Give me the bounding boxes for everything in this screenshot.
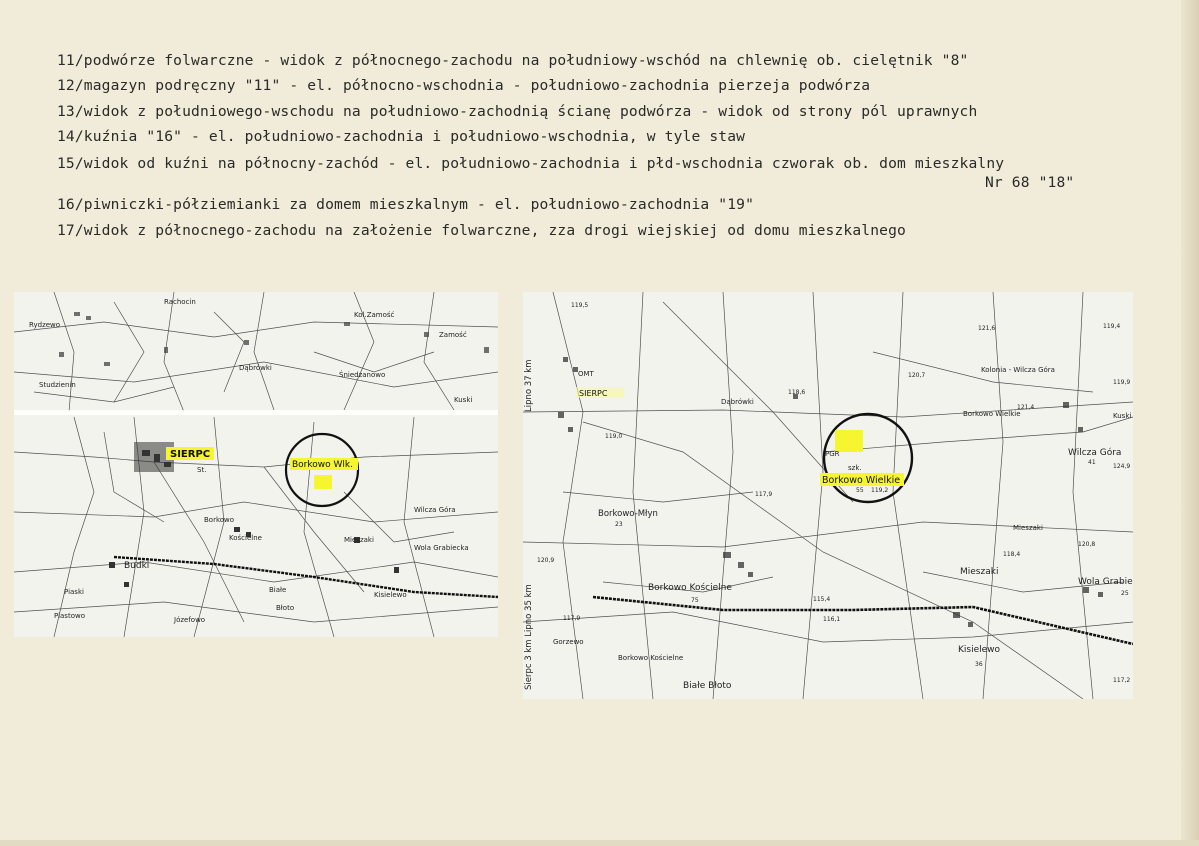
label-borkowo-mlyn: Borkowo-Młyn xyxy=(598,509,658,519)
elev-119-2: 119,2 xyxy=(871,487,889,494)
label-mieszaki: Mieszaki xyxy=(344,536,374,544)
label-jozefowo: Józefowo xyxy=(174,616,206,624)
elev-41: 41 xyxy=(1088,459,1096,466)
label-szk: szk. xyxy=(848,464,862,472)
label-omt: OMT xyxy=(578,370,594,378)
elev-117-9b: 117,9 xyxy=(563,615,581,622)
map-left-borkowo-label: Borkowo Wlk. xyxy=(292,460,353,470)
caption-line-13: 13/widok z południowego-wschodu na południowo-zachodnią ścianę podwórza - widok od strony pól uprawnych xyxy=(57,103,978,120)
label-zamosc: Zamość xyxy=(439,331,467,339)
label-piaski: Piaski xyxy=(64,588,84,596)
elev-117-9: 117,9 xyxy=(755,491,773,498)
elev-116-1: 116,1 xyxy=(823,616,841,623)
label-kuski: Kuski xyxy=(454,396,473,404)
caption-line-12: 12/magazyn podręczny "11" - el. północno-wschodnia - południowo-zachodnia pierzeja podwórza xyxy=(57,77,871,94)
label-kisielewo: Kisielewo xyxy=(958,645,1001,655)
label-rachocin: Rachocin xyxy=(164,298,196,306)
label-blota: Błoto xyxy=(276,604,295,612)
elev-119-5: 119,5 xyxy=(571,302,589,309)
label-studzienin: Studzienin xyxy=(39,381,76,389)
label-borkowo-koscielne-small: Borkowo Kościelne xyxy=(618,654,684,662)
label-kuski: Kuski xyxy=(1113,412,1132,420)
caption-line-17: 17/widok z północnego-zachodu na założenie folwarczne, zza drogi wiejskiej od domu mieszkalnego xyxy=(57,222,906,239)
side-label-lipno-37: Lipno 37 km xyxy=(524,359,534,412)
label-wilcza-gora: Wilcza Góra xyxy=(1068,448,1122,458)
caption-line-15-continuation: Nr 68 "18" xyxy=(985,174,1075,191)
label-mieszaki: Mieszaki xyxy=(1013,524,1043,532)
label-kolonia-wilcza-gora: Kolonia - Wilcza Góra xyxy=(981,366,1055,374)
map-right-graphic xyxy=(523,292,1133,699)
label-piastowo: Piastowo xyxy=(54,612,85,620)
label-koscielne: Kościelne xyxy=(229,534,262,542)
typed-caption-list xyxy=(0,0,1199,260)
caption-line-16: 16/piwniczki-półziemianki za domem mieszkalnym - el. południowo-zachodnia "19" xyxy=(57,196,755,213)
elev-117-2: 117,2 xyxy=(1113,677,1131,684)
label-gorzewo: Gorzewo xyxy=(553,638,584,646)
label-wilcza-gora: Wilcza Góra xyxy=(414,506,456,514)
elev-115-4: 115,4 xyxy=(813,596,831,603)
label-wola-grabiecka: Wola Grabiecka xyxy=(414,544,469,552)
label-pgr: PGR xyxy=(825,450,840,458)
elev-119-9: 119,9 xyxy=(1113,379,1131,386)
elev-119-0: 119,0 xyxy=(605,433,623,440)
elev-120-7: 120,7 xyxy=(908,372,926,379)
side-label-sierpc-lipno: Sierpc 3 km Lipno 35 km xyxy=(524,584,534,690)
caption-line-14: 14/kuźnia "16" - el. południowo-zachodnia i południowo-wschodnia, w tyle staw xyxy=(57,128,746,145)
caption-line-15: 15/widok od kuźni na północny-zachód - el. południowo-zachodnia i płd-wschodnia czworak ob. dom mieszkalny xyxy=(57,155,1005,172)
elev-25: 25 xyxy=(1121,590,1129,597)
caption-line-11: 11/podwórze folwarczne - widok z północnego-zachodu na południowy-wschód na chlewnię ob. cielętnik "8" xyxy=(57,52,969,69)
label-sniedzanowo: Śniedzanowo xyxy=(339,371,386,379)
elev-36: 36 xyxy=(975,661,983,668)
map-left-overview xyxy=(14,292,498,637)
map-left-graphic xyxy=(14,292,498,637)
elev-23: 23 xyxy=(615,521,623,528)
elev-120-9: 120,9 xyxy=(537,557,555,564)
map-right-borkowo-label: Borkowo Wielkie xyxy=(822,475,901,486)
map-left-sierpc-label: SIERPC xyxy=(170,449,211,460)
label-dabrowki: Dąbrówki xyxy=(721,398,754,406)
label-dabrowki: Dąbrówki xyxy=(239,364,272,372)
label-borkowo-wielkie-small: Borkowo Wielkie xyxy=(963,410,1021,418)
label-wola-grabie: Wola Grabie xyxy=(1078,577,1133,587)
label-borkowo: Borkowo xyxy=(204,516,235,524)
label-kisielewo: Kisielewo xyxy=(374,591,407,599)
label-biale: Białe xyxy=(269,586,287,594)
elev-119-4: 119,4 xyxy=(1103,323,1121,330)
label-mieszaki-2: Mieszaki xyxy=(960,567,999,577)
label-rydzewo: Rydzewo xyxy=(29,321,61,329)
label-biale-bloto: Białe Błoto xyxy=(683,681,732,691)
elev-118-4: 118,4 xyxy=(1003,551,1021,558)
elev-55: 55 xyxy=(856,487,864,494)
label-st: St. xyxy=(197,466,207,474)
map-right-sierpc-label: SIERPC xyxy=(579,389,608,398)
label-budki: Budki xyxy=(124,561,150,571)
label-borkowo-koscielne: Borkowo Kościelne xyxy=(648,583,732,593)
elev-120-8: 120,8 xyxy=(1078,541,1096,548)
elev-121-4: 121,4 xyxy=(1017,404,1035,411)
elev-121-6: 121,6 xyxy=(978,325,996,332)
elev-75: 75 xyxy=(691,597,699,604)
elev-124-9: 124,9 xyxy=(1113,463,1131,470)
map-right-detail xyxy=(523,292,1133,699)
page-edge-bottom xyxy=(0,840,1199,846)
label-kol-zamosc: Kol.Zamość xyxy=(354,311,395,319)
elev-118-6: 118,6 xyxy=(788,389,806,396)
